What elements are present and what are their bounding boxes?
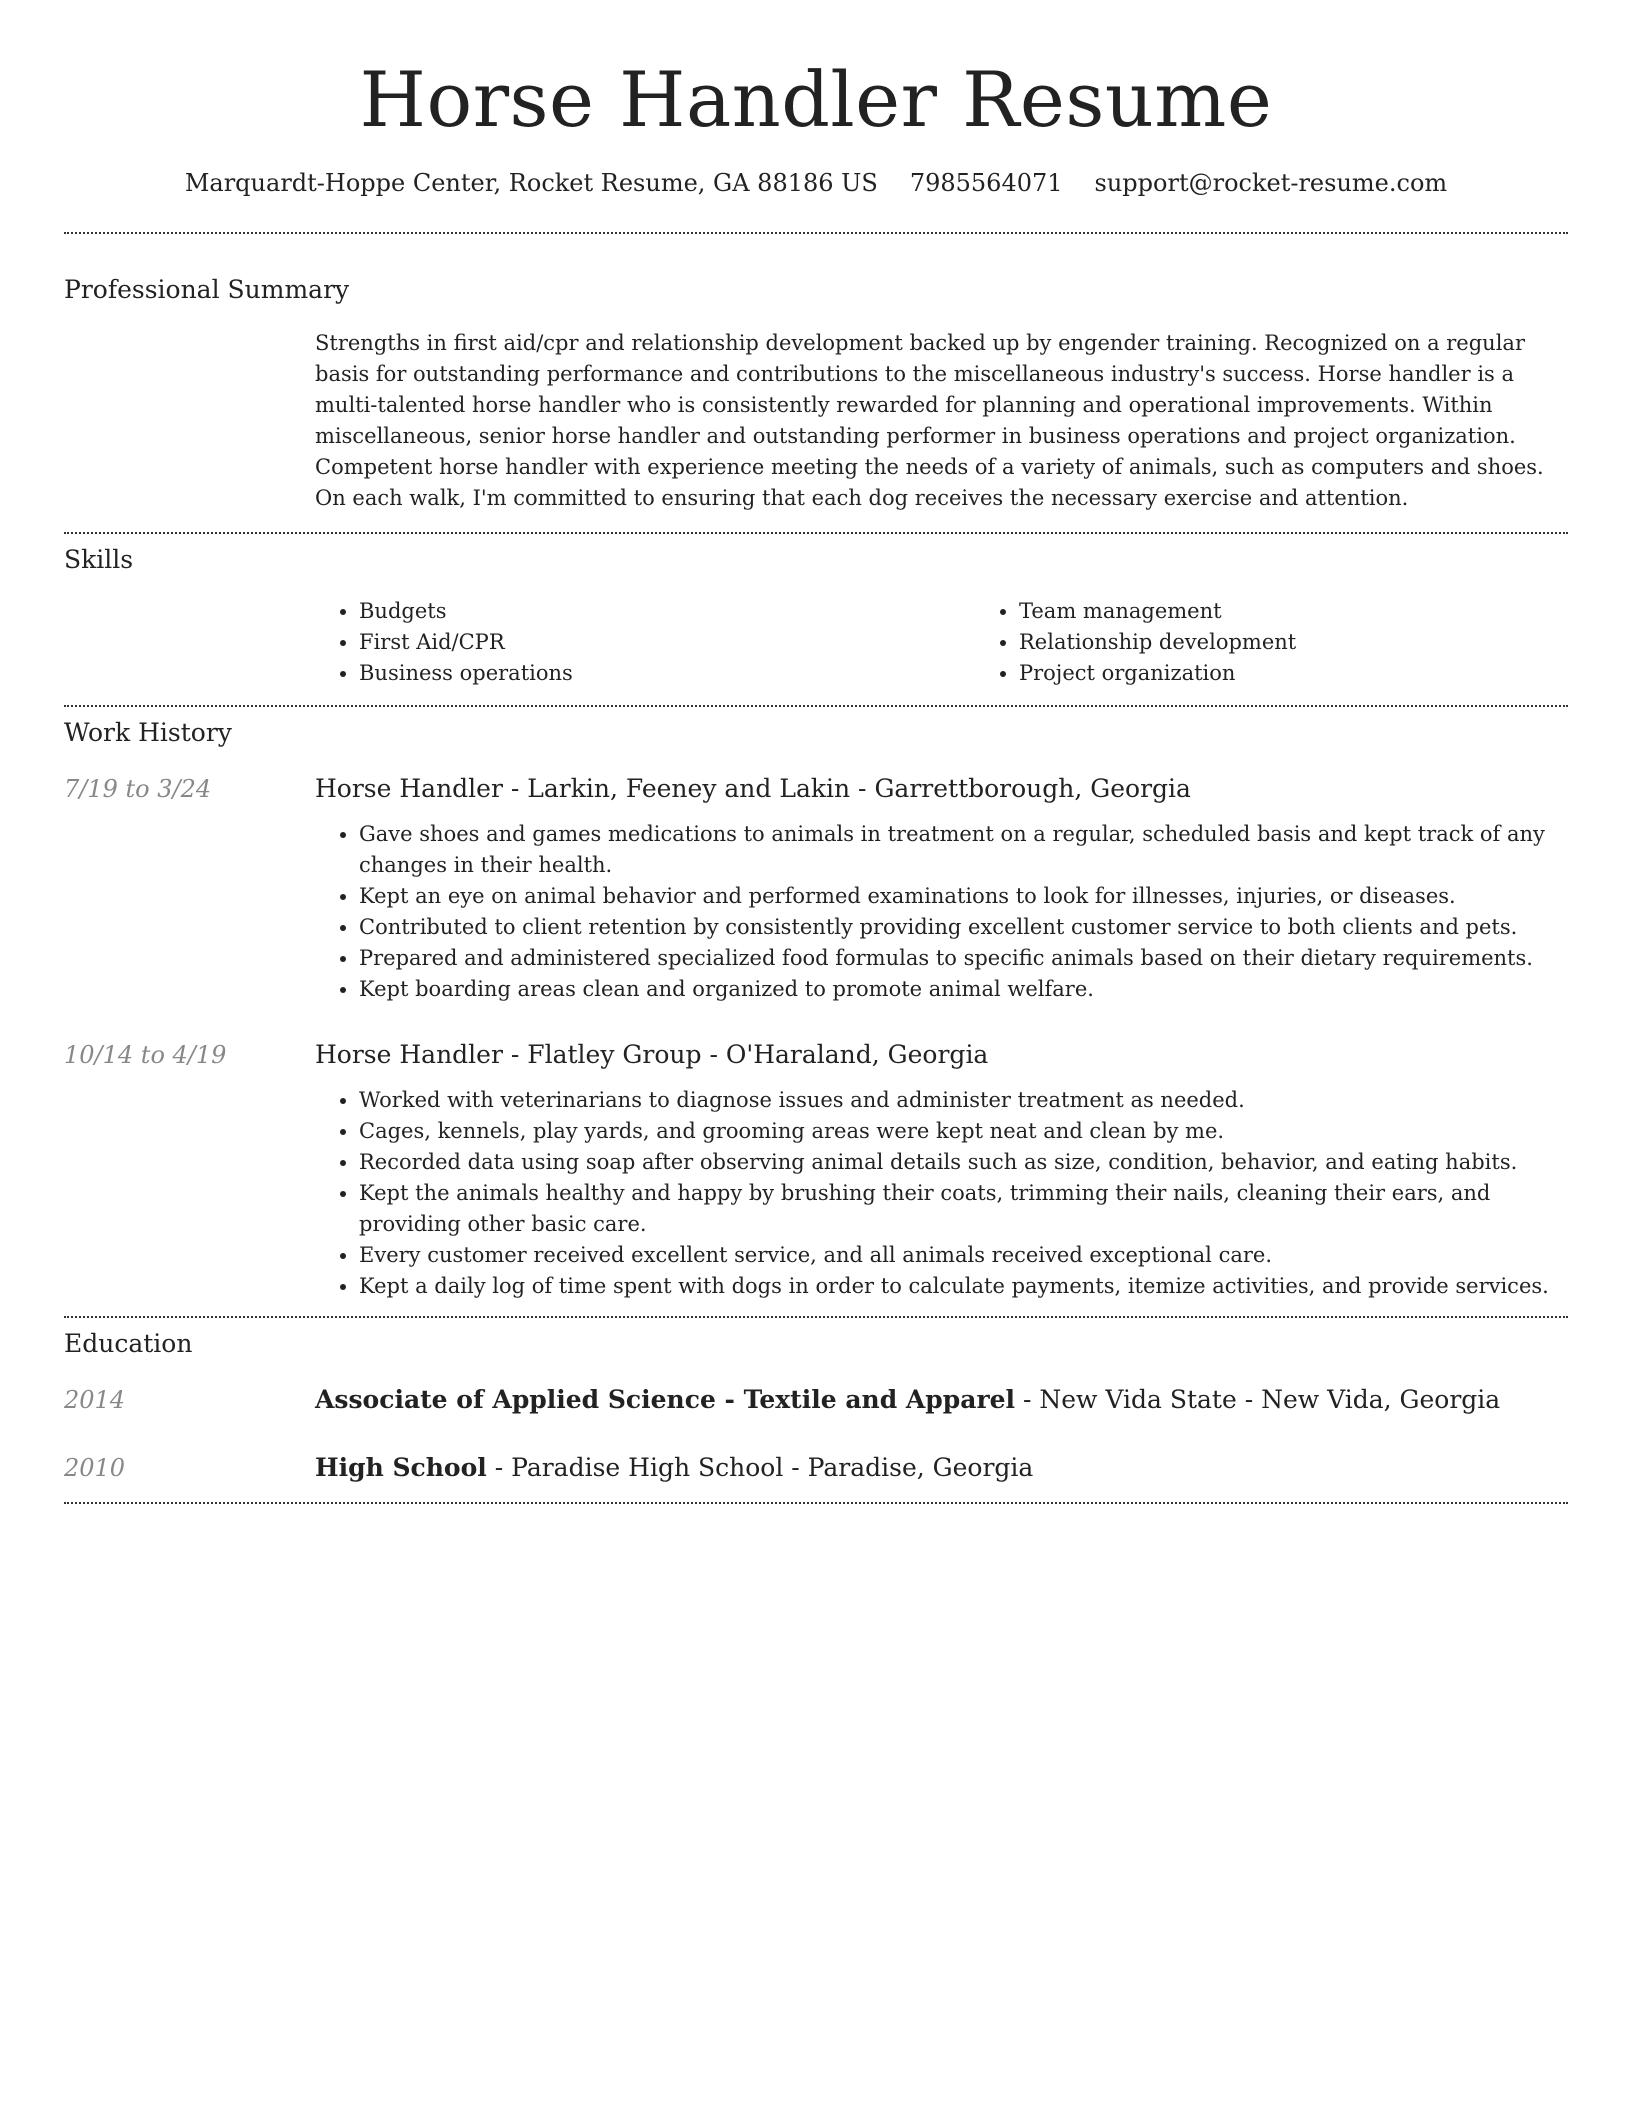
job-bullet: • Every customer received excellent service, and all animals received exceptional care. xyxy=(359,1240,1568,1271)
education-entry xyxy=(64,1452,1568,1484)
job-entry xyxy=(64,773,1568,1005)
job-bullet: • Recorded data using soap after observing animal details such as size, condition, behavior, and eating habits. xyxy=(359,1147,1568,1178)
education-year: 2010 xyxy=(64,1454,126,1482)
contact-address: Marquardt-Hoppe Center, Rocket Resume, GA 88186 US xyxy=(184,169,878,197)
skill-item: • First Aid/CPR xyxy=(359,627,975,658)
work-heading: Work History xyxy=(64,718,232,747)
education-year: 2014 xyxy=(64,1386,126,1414)
skill-item: • Budgets xyxy=(359,596,975,627)
skill-item: • Project organization xyxy=(1019,658,1632,689)
education-heading: Education xyxy=(64,1329,193,1358)
resume-title: Horse Handler Resume xyxy=(359,55,1273,144)
job-heading: Horse Handler - Larkin, Feeney and Lakin - Garrettborough, Georgia xyxy=(315,774,1191,803)
skill-item: • Team management xyxy=(1019,596,1632,627)
job-bullet: • Kept the animals healthy and happy by brushing their coats, trimming their nails, cleaning their ears, and providing other basic care. xyxy=(359,1178,1568,1240)
job-bullet: • Gave shoes and games medications to animals in treatment on a regular, scheduled basis and kept track of any changes in their health. xyxy=(359,819,1568,881)
skills-list-right xyxy=(975,596,1632,689)
skills-heading: Skills xyxy=(64,545,134,574)
divider xyxy=(64,1502,1568,1504)
job-bullet: • Contributed to client retention by consistently providing excellent customer service to both clients and pets. xyxy=(359,912,1568,943)
skill-item: • Relationship development xyxy=(1019,627,1632,658)
job-bullets xyxy=(315,1085,1568,1302)
contact-line xyxy=(64,168,1568,198)
summary-text: Strengths in first aid/cpr and relationship development backed up by engender training. Recognized on a regular basis for outstanding performance and contributions to the miscellaneous industry's success. Horse handler is a multi-talented horse handler who is consistently rewarded for planning and operational improvements. Within miscellaneous, senior horse handler and outstanding performer in business operations and project organization. Competent horse handler with experience meeting the needs of a variety of animals, such as computers and shoes. On each walk, I'm committed to ensuring that each dog receives the necessary exercise and attention. xyxy=(315,331,1544,510)
job-bullet: • Kept an eye on animal behavior and performed examinations to look for illnesses, injuries, or diseases. xyxy=(359,881,1568,912)
job-bullets xyxy=(315,819,1568,1005)
education-school: - Paradise High School - Paradise, Georgia xyxy=(486,1453,1034,1482)
job-bullet: • Kept a daily log of time spent with dogs in order to calculate payments, itemize activities, and provide services. xyxy=(359,1271,1568,1302)
summary-heading: Professional Summary xyxy=(64,275,350,304)
skill-item: • Business operations xyxy=(359,658,975,689)
work-section xyxy=(64,707,1568,1302)
education-degree: Associate of Applied Science - Textile and Apparel xyxy=(315,1385,1016,1414)
skills-list-left xyxy=(315,596,975,689)
education-entry xyxy=(64,1384,1568,1416)
job-dates: 7/19 to 3/24 xyxy=(64,775,212,803)
job-bullet: • Prepared and administered specialized food formulas to specific animals based on their dietary requirements. xyxy=(359,943,1568,974)
contact-phone: 7985564071 xyxy=(909,169,1063,197)
job-dates: 10/14 to 4/19 xyxy=(64,1041,227,1069)
contact-email: support@rocket-resume.com xyxy=(1094,169,1448,197)
summary-section xyxy=(64,234,1568,514)
job-heading: Horse Handler - Flatley Group - O'Haraland, Georgia xyxy=(315,1040,989,1069)
job-bullet: • Worked with veterinarians to diagnose issues and administer treatment as needed. xyxy=(359,1085,1568,1116)
skills-section xyxy=(64,534,1568,689)
education-degree: High School xyxy=(315,1453,487,1482)
education-school: - New Vida State - New Vida, Georgia xyxy=(1015,1385,1501,1414)
job-bullet: • Cages, kennels, play yards, and grooming areas were kept neat and clean by me. xyxy=(359,1116,1568,1147)
job-entry xyxy=(64,1039,1568,1302)
education-section xyxy=(64,1318,1568,1484)
job-bullet: • Kept boarding areas clean and organized to promote animal welfare. xyxy=(359,974,1568,1005)
